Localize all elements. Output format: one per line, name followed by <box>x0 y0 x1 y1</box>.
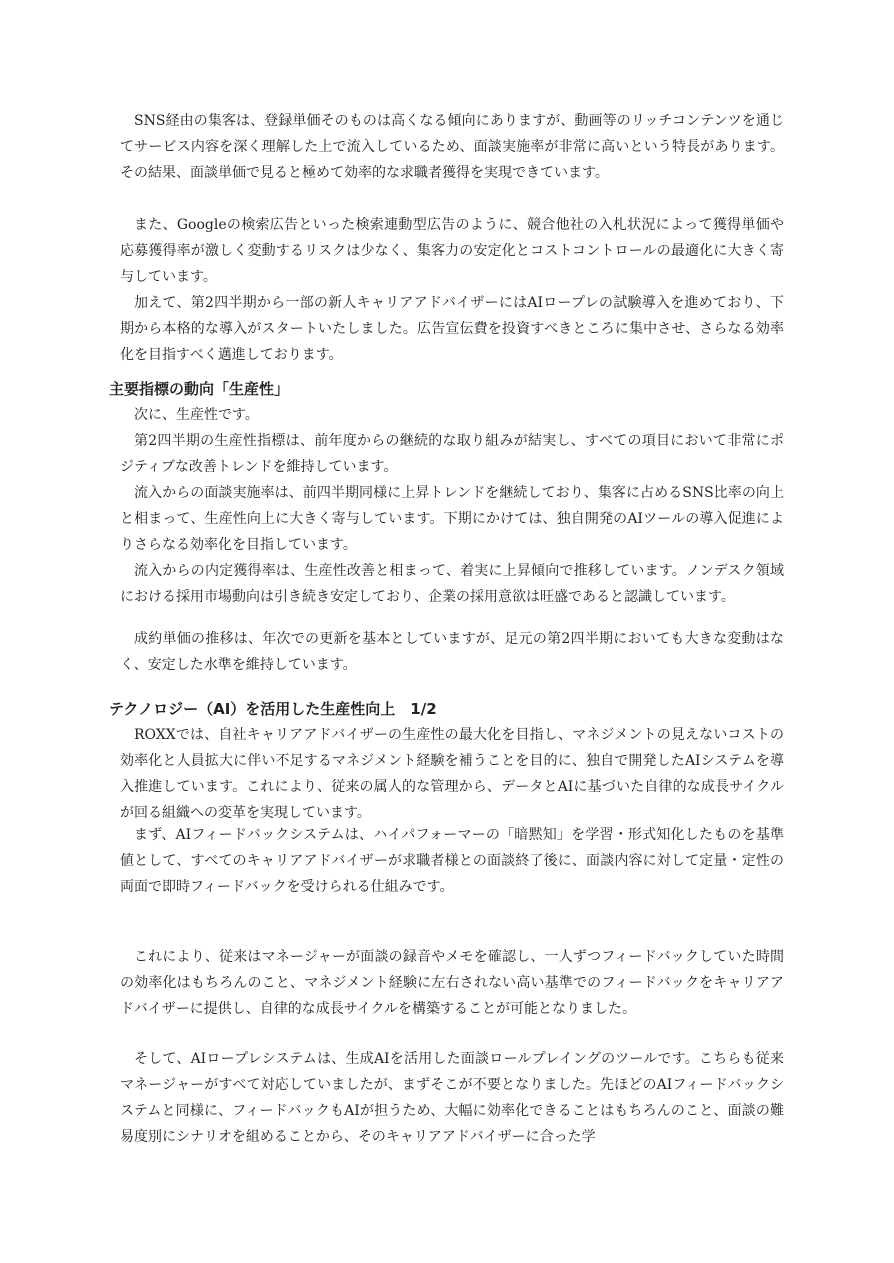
productivity-paragraph-q2: 第2四半期の生産性指標は、前年度からの継続的な取り組みが結実し、すべての項目において非常にポジティブな改善トレンドを維持しています。 <box>120 433 784 475</box>
technology-paragraph-ai-feedback: まず、AIフィードバックシステムは、ハイパフォーマーの「暗黙知」を学習・形式知化したものを基準値として、すべてのキャリアアドバイザーが求職者様との面談終了後に、面談内容に対して定量・定性の両面で即時フィードバックを受けられる仕組みです。 <box>120 827 784 895</box>
productivity-paragraph-offer-rate: 流入からの内定獲得率は、生産性改善と相まって、着実に上昇傾向で推移しています。ノンデスク領域における採用市場動向は引き続き安定しており、企業の採用意欲は旺盛であると認識しています。 <box>120 563 784 605</box>
section-heading-productivity: 主要指標の動向「生産性」 <box>109 380 290 398</box>
technology-paragraph-efficiency: これにより、従来はマネージャーが面談の録音やメモを確認し、一人ずつフィードバックしていた時間の効率化はもちろんのこと、マネジメント経験に左右されない高い基準でのフィードバックをキャリアアドバイザーに提供し、自律的な成長サイクルを構築することが可能となりました。 <box>120 949 784 1017</box>
intro-paragraph-google: また、Googleの検索広告といった検索連動型広告のように、競合他社の入札状況によって獲得単価や応募獲得率が激しく変動するリスクは少なく、集客力の安定化とコストコントロールの最適化に大きく寄与しています。 <box>120 217 784 285</box>
technology-paragraph-ai-roleplay: そして、AIロープレシステムは、生成AIを活用した面談ロールプレイングのツールです。こちらも従来マネージャーがすべて対応していましたが、まずそこが不要となりました。先ほどのAIフィードバックシステムと同様に、フィードバックもAIが担うため、大幅に効率化できることはもちろんのこと、面談の難易度別にシナリオを組めることから、そのキャリアアドバイザーに合った学 <box>120 1051 784 1145</box>
intro-paragraph-sns: SNS経由の集客は、登録単価そのものは高くなる傾向にありますが、動画等のリッチコンテンツを通じてサービス内容を深く理解した上で流入しているため、面談実施率が非常に高いという特長があります。その結果、面談単価で見ると極めて効率的な求職者獲得を実現できています。 <box>120 113 784 181</box>
intro-paragraph-ai-roleplay: 加えて、第2四半期から一部の新人キャリアアドバイザーにはAIロープレの試験導入を進めており、下期から本格的な導入がスタートいたしました。広告宣伝費を投資すべきところに集中させ、さらなる効率化を目指すべく邁進しております。 <box>120 295 784 363</box>
productivity-paragraph-interview-rate: 流入からの面談実施率は、前四半期同様に上昇トレンドを継続しており、集客に占めるSNS比率の向上と相まって、生産性向上に大きく寄与しています。下期にかけては、独自開発のAIツールの導入促進によりさらなる効率化を目指しています。 <box>120 485 784 553</box>
technology-paragraph-roxx: ROXXでは、自社キャリアアドバイザーの生産性の最大化を目指し、マネジメントの見えないコストの効率化と人員拡大に伴い不足するマネジメント経験を補うことを目的に、独自で開発したAIシステムを導入推進しています。これにより、従来の属人的な管理から、データとAIに基づいた自律的な成長サイクルが回る組織への変革を実現しています。 <box>120 727 784 821</box>
productivity-paragraph-unit-price: 成約単価の推移は、年次での更新を基本としていますが、足元の第2四半期においても大きな変動はなく、安定した水準を維持しています。 <box>120 631 784 673</box>
section-heading-technology-ai: テクノロジー（AI）を活用した生産性向上 1/2 <box>109 700 437 718</box>
productivity-paragraph-intro: 次に、生産性です。 <box>134 407 259 423</box>
